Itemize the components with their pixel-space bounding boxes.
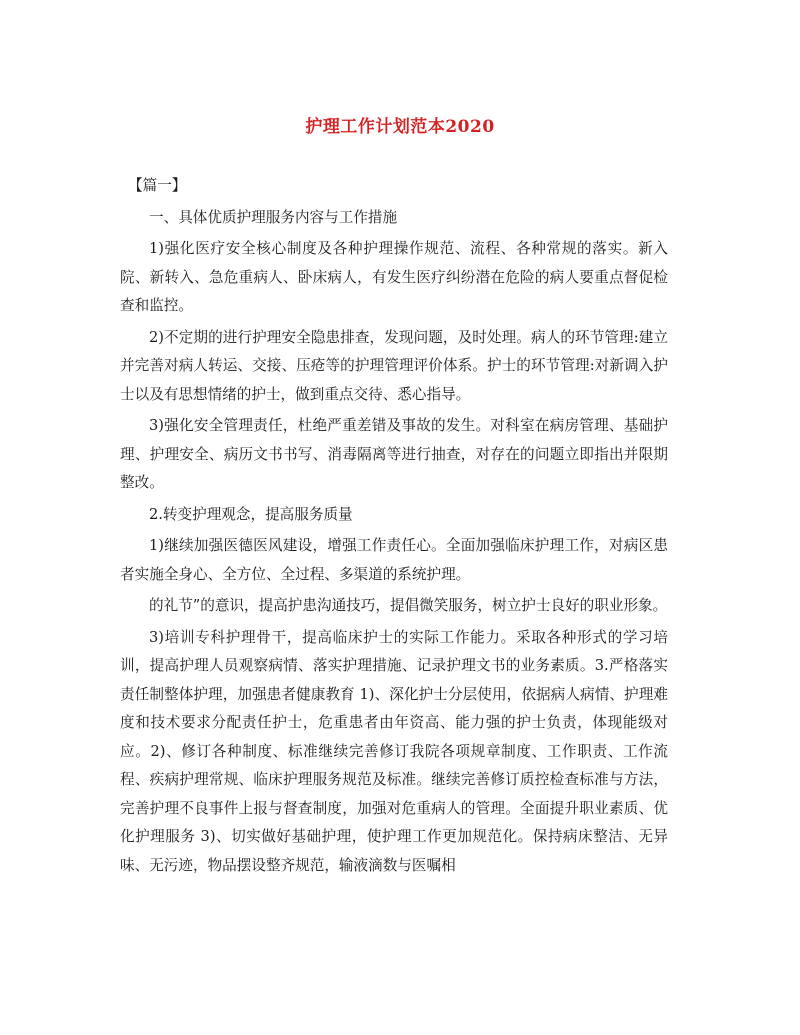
paragraph: 3)强化安全管理责任，杜绝严重差错及事故的发生。对科室在病房管理、基础护理、护理安全、病历文书书写、消毒隔离等进行抽查，对存在的问题立即指出并限期整改。 (120, 417, 668, 491)
paragraph: 的礼节”的意识，提高护患沟通技巧，提倡微笑服务，树立护士良好的职业形象。 (149, 597, 668, 614)
paragraph: 2)不定期的进行护理安全隐患排查，发现问题，及时处理。病人的环节管理:建立并完善对病人转运、交接、压疮等的护理管理评价体系。护士的环节管理:对新调入护士以及有思想情绪的护士，做到重点交待、悉心指导。 (120, 328, 668, 403)
paragraph: 1)强化医疗安全核心制度及各种护理操作规范、流程、各种常规的落实。新入院、新转入、急危重病人、卧床病人，有发生医疗纠纷潜在危险的病人要重点督促检查和监控。 (120, 240, 668, 314)
section-label: 【篇一】 (128, 177, 187, 194)
document-body (120, 172, 668, 883)
section-heading: 2.转变护理观念，提高服务质量 (149, 505, 353, 523)
paragraph: 3)培训专科护理骨干，提高临床护士的实际工作能力。采取各种形式的学习培训，提高护理人员观察病情、落实护理措施、记录护理文书的业务素质。3.严格落实责任制整体护理，加强患者健康教育 1)、深化护士分层使用，依据病人病情、护理难度和技术要求分配责任护士，危重患者由年资高、能力强的护士负责，体现能级对应。2)、修订各种制度、标准继续完善修订我院各项规章制度、工作职责、工作流程、疾病护理常规、临床护理服务规范及标准。继续完善修订质控检查标准与方法，完善护理不良事件上报与督查制度，加强对危重病人的管理。全面提升职业素质、优化护理服务 3)、切实做好基础护理，使护理工作更加规范化。保持病床整洁、无异味、无污迹，物品摆设整齐规范，输液滴数与医嘱相 (120, 628, 668, 874)
section-heading: 一、具体优质护理服务内容与工作措施 (149, 208, 398, 226)
document-title: 护理工作计划范本2020 (305, 117, 495, 137)
paragraph: 1)继续加强医德医风建设，增强工作责任心。全面加强临床护理工作，对病区患者实施全身心、全方位、全过程、多渠道的系统护理。 (120, 537, 668, 583)
